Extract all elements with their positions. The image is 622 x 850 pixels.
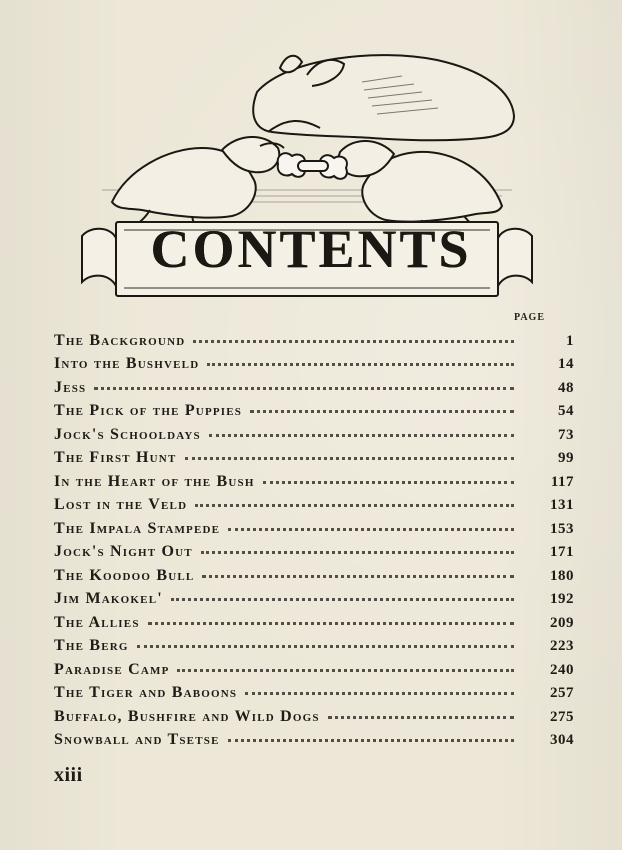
toc-entry-title: The Allies xyxy=(54,613,140,631)
leader-dots xyxy=(171,597,514,601)
toc-entry-page: 131 xyxy=(550,497,574,513)
toc-entry-title: Paradise Camp xyxy=(54,660,170,678)
leader-dots xyxy=(245,691,514,695)
leader-dots xyxy=(185,456,515,460)
toc-entry-title: The Tiger and Baboons xyxy=(54,684,238,701)
toc-entry-title: Buffalo, Bushfire and Wild Dogs xyxy=(54,707,320,725)
leader-dots xyxy=(328,715,514,719)
toc-entry-jocks-schooldays[interactable] xyxy=(54,420,574,444)
leader-dots xyxy=(148,621,514,625)
toc-entry-title: Jim Makokel' xyxy=(54,590,163,607)
leader-dots xyxy=(228,738,514,742)
leader-dots xyxy=(137,644,514,648)
toc-entry-buffalo-bushfire-and-wild-dogs[interactable] xyxy=(54,702,574,726)
toc-entry-in-the-heart-of-the-bush[interactable] xyxy=(54,467,574,491)
toc-entry-title: Jock's Schooldays xyxy=(54,425,201,443)
toc-entry-the-allies[interactable] xyxy=(54,608,574,632)
toc-entry-page: 192 xyxy=(550,591,574,607)
toc-entry-the-berg[interactable] xyxy=(54,632,574,656)
leader-dots xyxy=(193,339,514,343)
toc-entry-page: 171 xyxy=(550,544,574,560)
page-title: CONTENTS xyxy=(150,219,472,279)
toc-entry-page: 209 xyxy=(550,614,574,631)
toc-entry-the-impala-stampede[interactable] xyxy=(54,514,574,538)
toc-entry-page: 275 xyxy=(550,708,574,725)
toc-entry-title: Into the Bushveld xyxy=(54,355,200,372)
toc-entry-title: Lost in the Veld xyxy=(54,496,188,513)
toc-entry-jocks-night-out[interactable] xyxy=(54,538,574,562)
toc-entry-page: 257 xyxy=(550,685,574,701)
toc-entry-title: The Koodoo Bull xyxy=(54,566,195,584)
toc-entry-into-the-bushveld[interactable] xyxy=(54,350,574,374)
toc-entry-page: 54 xyxy=(558,403,574,419)
toc-entry-page: 48 xyxy=(558,379,574,396)
leader-dots xyxy=(207,362,514,366)
toc-entry-page: 99 xyxy=(558,450,574,466)
leader-dots xyxy=(209,433,514,437)
toc-entry-the-tiger-and-baboons[interactable] xyxy=(54,679,574,703)
leader-dots xyxy=(195,503,514,507)
leader-dots xyxy=(94,386,514,390)
toc-entry-title: The Background xyxy=(54,331,186,349)
toc-entry-page: 153 xyxy=(550,520,574,537)
toc-entry-title: Jess xyxy=(54,378,87,396)
leader-dots xyxy=(228,527,514,531)
toc-entry-title: The First Hunt xyxy=(54,449,177,466)
toc-entry-page: 304 xyxy=(550,732,574,748)
toc-entry-title: The Pick of the Puppies xyxy=(54,402,243,419)
leader-dots xyxy=(202,574,514,578)
toc-entry-page: 180 xyxy=(550,567,574,584)
page-number: xiii xyxy=(54,764,83,786)
toc-entry-title: In the Heart of the Bush xyxy=(54,472,255,490)
toc-entry-title: Jock's Night Out xyxy=(54,543,193,560)
toc-entry-page: 73 xyxy=(558,426,574,443)
toc-entry-page: 223 xyxy=(550,638,574,654)
toc-entry-paradise-camp[interactable] xyxy=(54,655,574,679)
toc-entry-jim-makokel[interactable] xyxy=(54,585,574,609)
toc-entry-jess[interactable] xyxy=(54,373,574,397)
page-column-label: PAGE xyxy=(513,312,545,323)
toc-entry-title: Snowball and Tsetse xyxy=(54,731,220,748)
toc-entry-page: 1 xyxy=(566,332,574,349)
toc-entry-page: 14 xyxy=(558,356,574,372)
table-of-contents xyxy=(54,326,574,749)
toc-entry-page: 240 xyxy=(550,661,574,678)
leader-dots xyxy=(201,550,514,554)
toc-entry-the-koodoo-bull[interactable] xyxy=(54,561,574,585)
leader-dots xyxy=(177,668,514,672)
leader-dots xyxy=(263,480,514,484)
toc-entry-title: The Berg xyxy=(54,637,129,654)
toc-entry-the-first-hunt[interactable] xyxy=(54,444,574,468)
toc-entry-lost-in-the-veld[interactable] xyxy=(54,491,574,515)
toc-entry-the-pick-of-the-puppies[interactable] xyxy=(54,397,574,421)
leader-dots xyxy=(250,409,514,413)
toc-entry-the-background[interactable] xyxy=(54,326,574,350)
toc-entry-snowball-and-tsetse[interactable] xyxy=(54,726,574,750)
toc-entry-title: The Impala Stampede xyxy=(54,519,221,537)
toc-entry-page: 117 xyxy=(550,473,574,490)
